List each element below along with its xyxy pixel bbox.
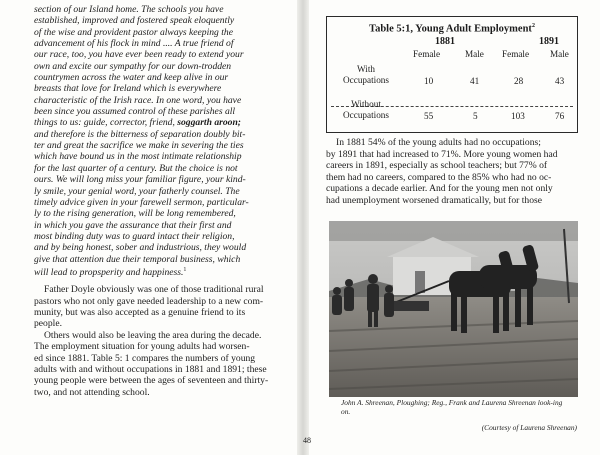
row-label-without-occupations bbox=[327, 99, 405, 121]
table-cell: 43 bbox=[555, 76, 565, 86]
table-cell: 76 bbox=[555, 111, 565, 121]
quote-line: ter and great the sacrifice we make in severing the ties bbox=[34, 140, 244, 152]
table-cell: 28 bbox=[514, 76, 524, 86]
quote-line: our race, too, you have ever been ready to extend your bbox=[34, 49, 244, 61]
paragraph-statistics bbox=[326, 137, 580, 207]
row-label-line: Occupations bbox=[343, 75, 389, 85]
ploughing-photo bbox=[329, 221, 578, 397]
right-column-text bbox=[326, 137, 580, 207]
text-line: had unemployment worsened dramatically, but for those bbox=[326, 194, 542, 206]
table-cell: 103 bbox=[511, 111, 525, 121]
quote-line: timely advice given in your farewell sermon, particular- bbox=[34, 196, 249, 208]
column-header: Female bbox=[502, 49, 530, 59]
quote-line: advancement of his flock in mind .... A true friend of bbox=[34, 38, 234, 50]
table-title-text: Table 5:1, Young Adult Employment bbox=[369, 23, 532, 35]
text-line: Father Doyle obviously was one of those traditional rural bbox=[44, 284, 264, 296]
year-header-1891: 1891 bbox=[539, 36, 559, 47]
quote-line: will lead to propsperity and happiness. bbox=[34, 267, 184, 279]
quote-line: ly smile, your genial word, your fatherly counsel. The bbox=[34, 185, 240, 197]
table-cell: 41 bbox=[470, 76, 480, 86]
row-label-with-occupations bbox=[327, 64, 405, 86]
quote-line: characteristic of the Irish race. In one word, you have bbox=[34, 94, 242, 106]
quote-line: most binding duty was to guard intact their religion, bbox=[34, 230, 235, 242]
quote-line: own and excite our sympathy for our down-trodden bbox=[34, 60, 232, 72]
quote-line: and by being honest, sober and industrious, they would bbox=[34, 242, 247, 254]
quote-line: for the last quarter of a century. But the choice is not bbox=[34, 162, 238, 174]
table-cell: 5 bbox=[473, 111, 478, 121]
quote-line: in which you gave the assurance that their first and bbox=[34, 219, 232, 231]
text-line: Others would also be leaving the area during the decade. bbox=[44, 329, 262, 341]
photo-credit: (Courtesy of Laurena Shreenan) bbox=[481, 423, 577, 432]
text-line: people. bbox=[34, 318, 62, 330]
text-line: careers in 1891, especially as school teachers; but 77% of bbox=[326, 160, 548, 172]
quote-line: give that attention due their temporal business, which bbox=[34, 253, 241, 265]
quote-line: and therefore is the bitterness of separation doubly bit- bbox=[34, 128, 246, 140]
table-title bbox=[327, 23, 577, 35]
quote-line: section of our Island home. The schools you have bbox=[34, 4, 224, 15]
text-line: adults with and without occupations in 1881 and 1891; these bbox=[34, 363, 267, 375]
quote-line: of the wise and provident pastor always keeping the bbox=[34, 26, 233, 38]
quote-line: countrymen across the water and keep alive in our bbox=[34, 72, 229, 84]
row-label-line: Without bbox=[351, 99, 381, 109]
ploughing-photo-drawing bbox=[329, 221, 578, 397]
page-gutter bbox=[297, 0, 309, 455]
paragraph-employment-intro bbox=[34, 330, 296, 398]
table-cell: 10 bbox=[424, 76, 434, 86]
text-line: The employment situation for young adults had worsen- bbox=[34, 341, 250, 353]
left-column bbox=[34, 4, 296, 398]
text-line: by 1891 that had increased to 71%. More young women had bbox=[326, 148, 558, 160]
quote-line: established, improved and fostered speak eloquently bbox=[34, 15, 235, 27]
photo-caption: John A. Shreenan, Ploughing; Reg., Frank and Laurena Shreenan look-ing on. bbox=[341, 398, 563, 416]
text-line: them had no careers, compared to the 85% who had no oc- bbox=[326, 171, 552, 183]
quote-line: ly to the rising generation, will be long remembered, bbox=[34, 208, 236, 220]
text-line: In 1881 54% of the young adults had no occupations; bbox=[336, 137, 541, 148]
table-cell: 55 bbox=[424, 111, 434, 121]
quote-line: things to us: guide, corrector, friend, bbox=[34, 117, 175, 129]
text-line: ed since 1881. Table 5: 1 compares the numbers of young bbox=[34, 352, 256, 364]
text-line: two, and not attending school. bbox=[34, 386, 150, 398]
employment-table bbox=[326, 16, 578, 133]
quote-line: been since you assumed control of these parishes all bbox=[34, 106, 236, 118]
quoted-address bbox=[34, 4, 296, 278]
row-label-line: Occupations bbox=[343, 110, 389, 120]
text-line: pastors who not only gave needed leadership to a new com- bbox=[34, 295, 264, 307]
quote-line: ours. We will long miss your familiar figure, your kind- bbox=[34, 174, 246, 186]
table-footnote-marker: 2 bbox=[531, 23, 535, 29]
page-number: 48 bbox=[303, 436, 311, 445]
text-line: young people were between the ages of seventeen and thirty- bbox=[34, 375, 269, 387]
row-label-line: With bbox=[356, 64, 375, 74]
text-line: cupations a decade earlier. And for the young men not only bbox=[326, 183, 553, 195]
column-header: Female bbox=[413, 49, 441, 59]
quote-line: breasts that love for Ireland which is everywhere bbox=[34, 83, 222, 95]
column-header: Male bbox=[465, 49, 484, 59]
column-header: Male bbox=[550, 49, 569, 59]
text-line: munity, but was also accepted as a genuine friend to its bbox=[34, 307, 246, 319]
quote-line: which have bound us in the most intimate relationship bbox=[34, 151, 242, 163]
year-header-1881: 1881 bbox=[435, 36, 455, 47]
footnote-marker: 1 bbox=[183, 266, 187, 273]
paragraph-father-doyle bbox=[34, 284, 296, 329]
bold-term: soggarth aroon; bbox=[177, 117, 241, 129]
